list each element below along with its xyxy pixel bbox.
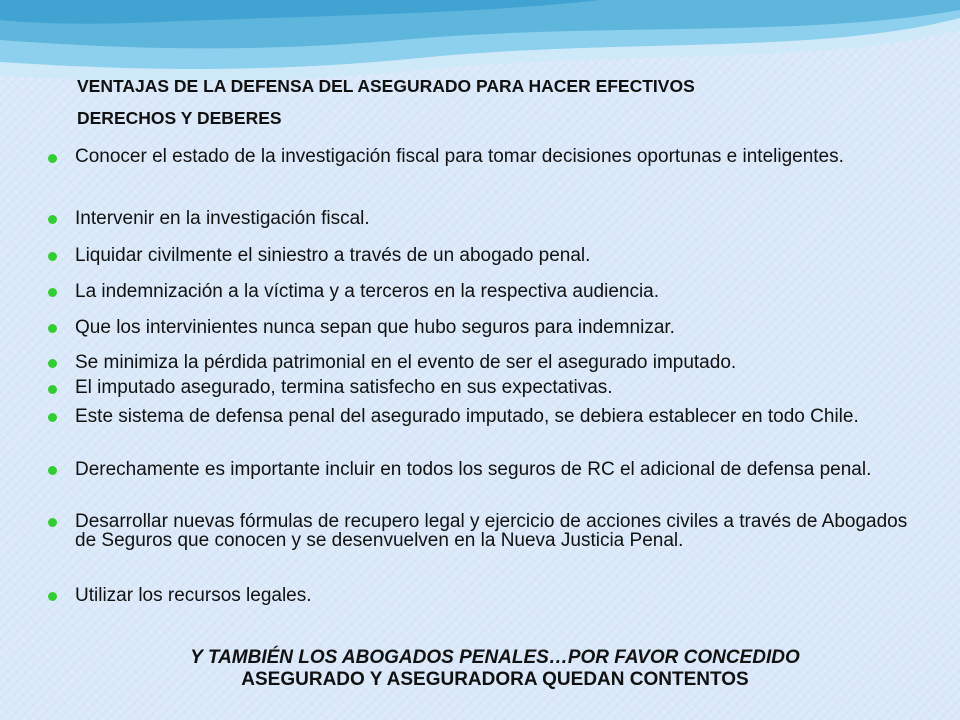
closing-statement-line-1: Y TAMBIÉN LOS ABOGADOS PENALES…POR FAVOR CONCEDIDO: [190, 647, 800, 668]
bullet-dot-icon: [48, 154, 57, 163]
bullet-dot-icon: [48, 413, 57, 422]
list-item-text: Se minimiza la pérdida patrimonial en el evento de ser el asegurado imputado.: [75, 352, 737, 373]
list-item-text: Este sistema de defensa penal del asegurado imputado, se debiera establecer en todo Chile.: [75, 406, 859, 427]
list-item-text: Utilizar los recursos legales.: [75, 585, 312, 606]
bullet-dot-icon: [48, 466, 57, 475]
bullet-dot-icon: [48, 252, 57, 261]
slide-title-line-2: DERECHOS Y DEBERES: [77, 108, 282, 128]
bullet-dot-icon: [48, 359, 57, 368]
bullet-dot-icon: [48, 385, 57, 394]
list-item-text: Conocer el estado de la investigación fiscal para tomar decisiones oportunas e inteligentes.: [75, 146, 844, 167]
list-item-text: Intervenir en la investigación fiscal.: [75, 208, 370, 229]
slide-title-line-1: VENTAJAS DE LA DEFENSA DEL ASEGURADO PARA HACER EFECTIVOS: [77, 76, 695, 96]
bullet-dot-icon: [48, 288, 57, 297]
bullet-dot-icon: [48, 518, 57, 527]
list-item-text: Que los intervinientes nunca sepan que hubo seguros para indemnizar.: [75, 317, 675, 338]
list-item-text: Liquidar civilmente el siniestro a través de un abogado penal.: [75, 245, 591, 266]
bullet-dot-icon: [48, 324, 57, 333]
closing-statement-line-2: ASEGURADO Y ASEGURADORA QUEDAN CONTENTOS: [241, 669, 749, 690]
slide-title: [77, 70, 917, 134]
list-item-text: Derechamente es importante incluir en todos los seguros de RC el adicional de defensa penal.: [75, 459, 872, 480]
list-item-text: Desarrollar nuevas fórmulas de recupero legal y ejercicio de acciones civiles a través de Abogados de Seguros que conocen y se desenvuelven en la Nueva Justicia Penal.: [75, 511, 908, 551]
bullet-dot-icon: [48, 592, 57, 601]
list-item-text: El imputado asegurado, termina satisfecho en sus expectativas.: [75, 377, 613, 398]
bullet-dot-icon: [48, 215, 57, 224]
list-item-text: La indemnización a la víctima y a terceros en la respectiva audiencia.: [75, 281, 660, 302]
